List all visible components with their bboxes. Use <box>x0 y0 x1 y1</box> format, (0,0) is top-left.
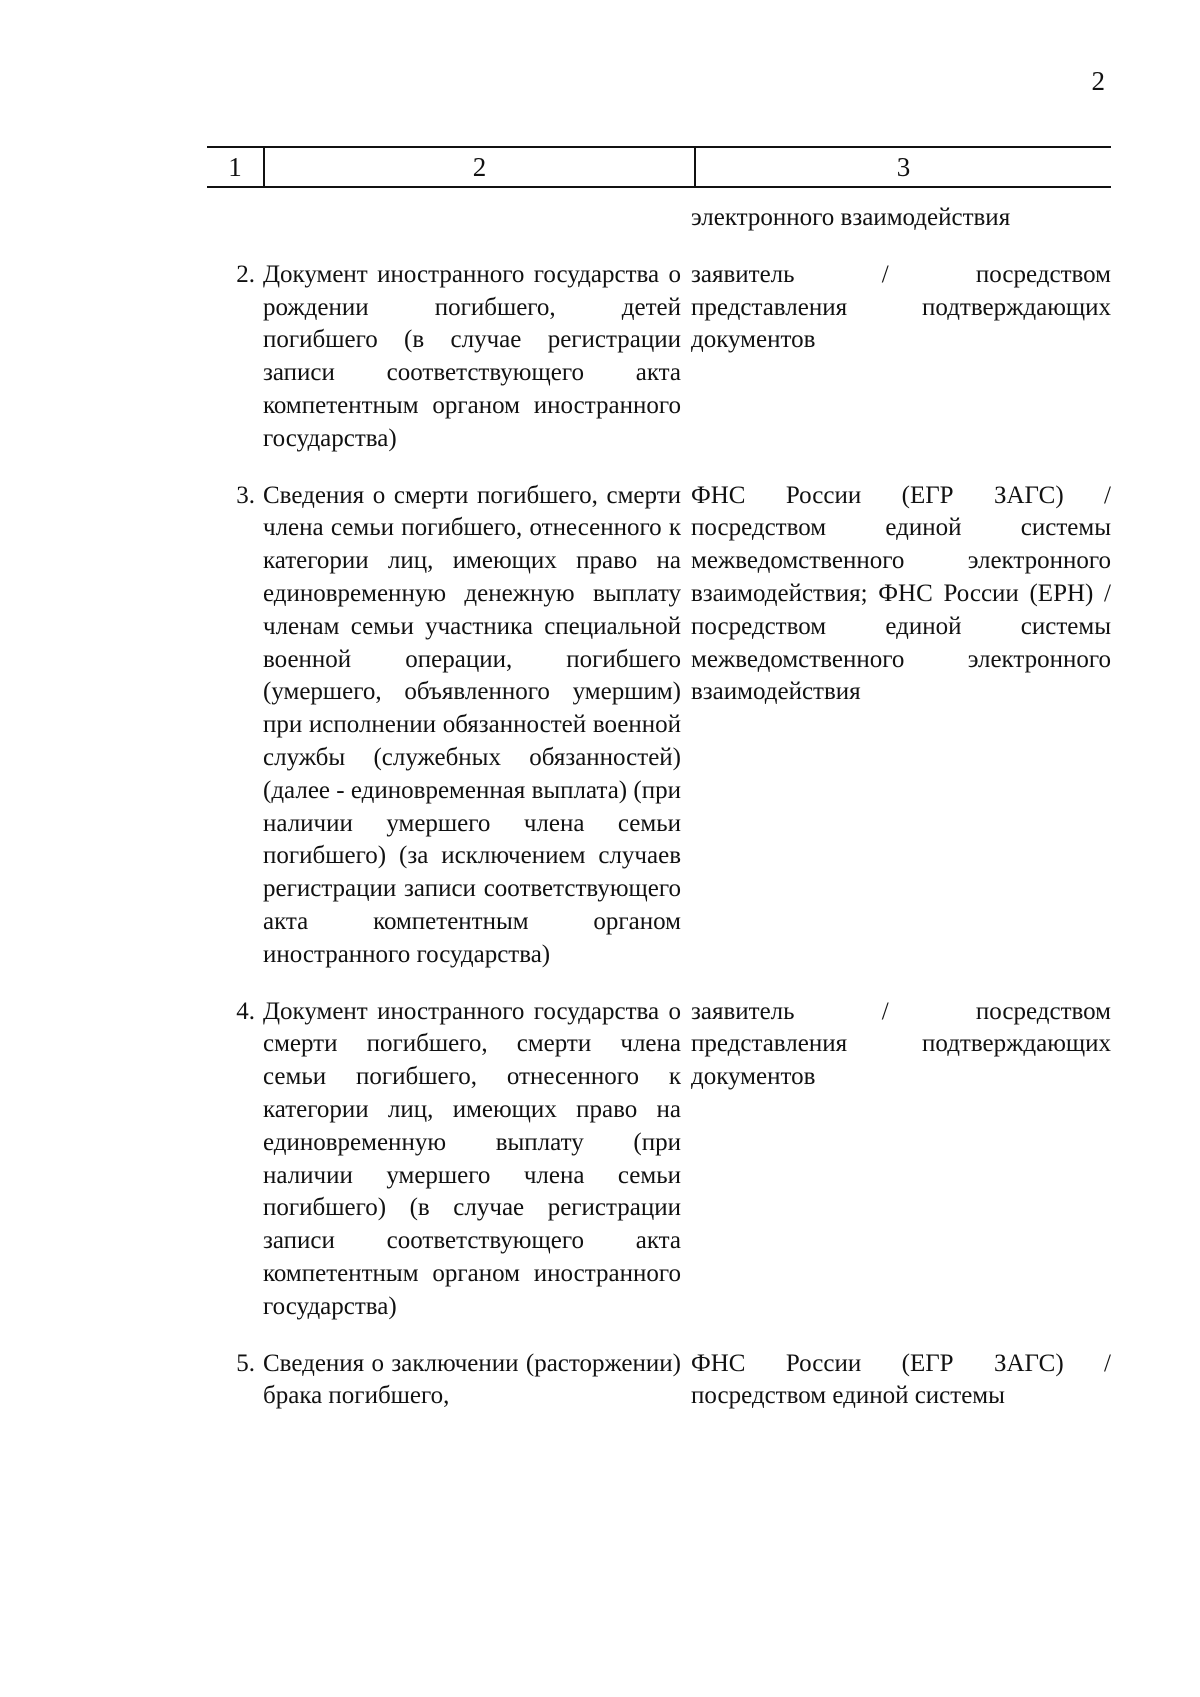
table-row <box>207 996 1111 1324</box>
source-description: электронного взаимодействия <box>691 204 1011 231</box>
source-description: ФНС России (ЕГР ЗАГС) / посредством единой системы <box>691 1349 1111 1410</box>
source-description: заявитель / посредством представления подтверждающих документов <box>691 260 1111 354</box>
document-description: Сведения о заключении (расторжении) брака погибшего, <box>263 1349 681 1410</box>
header-col-3: 3 <box>896 152 911 182</box>
table-row <box>207 259 1111 456</box>
document-description: Документ иностранного государства о рождении погибшего, детей погибшего (в случае регистрации записи соответствующего акта компетентным органом иностранного государства) <box>263 260 681 452</box>
row-number: 2. <box>236 260 255 288</box>
header-col-1: 1 <box>207 148 265 186</box>
row-number: 3. <box>236 481 255 509</box>
table-row <box>207 1348 1111 1414</box>
table-row <box>207 202 1111 235</box>
document-description <box>263 202 681 235</box>
table-header <box>207 146 1111 188</box>
table-row <box>207 480 1111 972</box>
source-description: заявитель / посредством представления подтверждающих документов <box>691 997 1111 1091</box>
row-number: 4. <box>236 997 255 1025</box>
document-description: Документ иностранного государства о смерти погибшего, смерти члена семьи погибшего, отнесенного к категории лиц, имеющих право на единовременную выплату (при наличии умершего члена семьи погибшего) (в случае регистрации записи соответствующего акта компетентным органом иностранного государства) <box>263 997 681 1320</box>
page-number: 2 <box>1091 66 1105 96</box>
row-number <box>207 202 263 235</box>
table-body <box>207 202 1111 1437</box>
document-description: Сведения о смерти погибшего, смерти члена семьи погибшего, отнесенного к категории лиц, имеющих право на единовременную денежную выплату членам семьи участника специальной военной операции, погибшего (умершего, объявленного умершим) при исполнении обязанностей военной службы (служебных обязанностей) (далее - единовременная выплата) (при наличии умершего члена семьи погибшего) (за исключением случаев регистрации записи соответствующего акта компетентным органом иностранного государства) <box>263 481 681 968</box>
source-description: ФНС России (ЕГР ЗАГС) / посредством единой системы межведомственного электронного взаимодействия; ФНС России (ЕРН) / посредством единой системы межведомственного электронного взаимодействия <box>691 481 1111 706</box>
row-number: 5. <box>236 1349 255 1377</box>
header-col-2: 2 <box>265 148 696 186</box>
